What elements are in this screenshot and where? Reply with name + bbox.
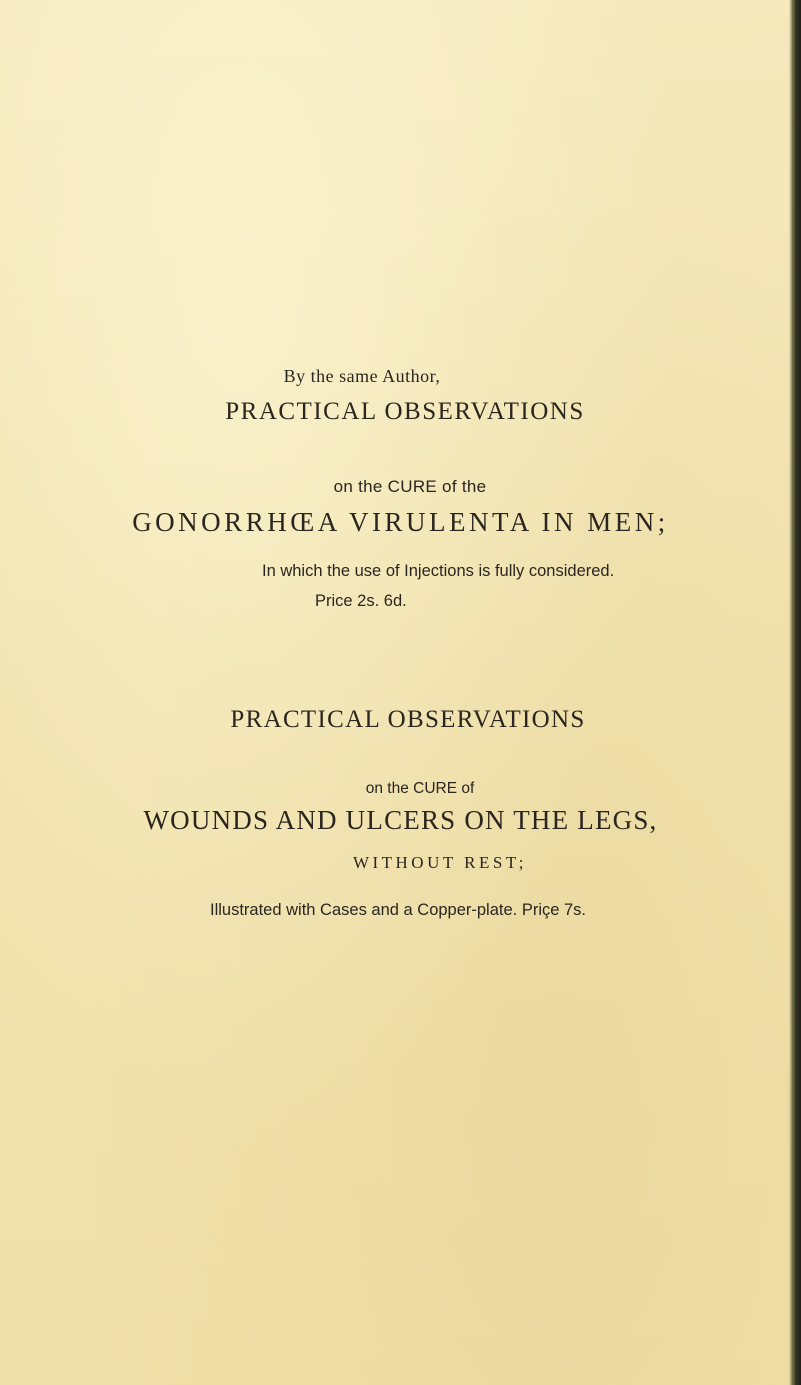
book2-subtitle: on the CURE of [365, 780, 475, 797]
book2-qualifier: WITHOUT REST; [352, 853, 528, 872]
book1-subtitle: on the CURE of the [333, 477, 487, 496]
book1-title: PRACTICAL OBSERVATIONS [225, 398, 585, 425]
book2-title: PRACTICAL OBSERVATIONS [230, 706, 586, 733]
page-edge-strip [792, 0, 795, 1385]
book1-price: Price 2s. 6d. [315, 592, 407, 610]
book2-description: Illustrated with Cases and a Copper-plate. Priçe 7s. [210, 901, 587, 919]
book1-description: In which the use of Injections is fully considered. [262, 562, 615, 580]
book2-subject: WOUNDS AND ULCERS ON THE LEGS, [143, 805, 658, 835]
page-edge-shadow [789, 0, 801, 1385]
author-line: By the same Author, [283, 366, 441, 386]
book1-subject: GONORRHŒA VIRULENTA IN MEN; [132, 507, 669, 537]
show-through-text-top [210, 120, 222, 154]
